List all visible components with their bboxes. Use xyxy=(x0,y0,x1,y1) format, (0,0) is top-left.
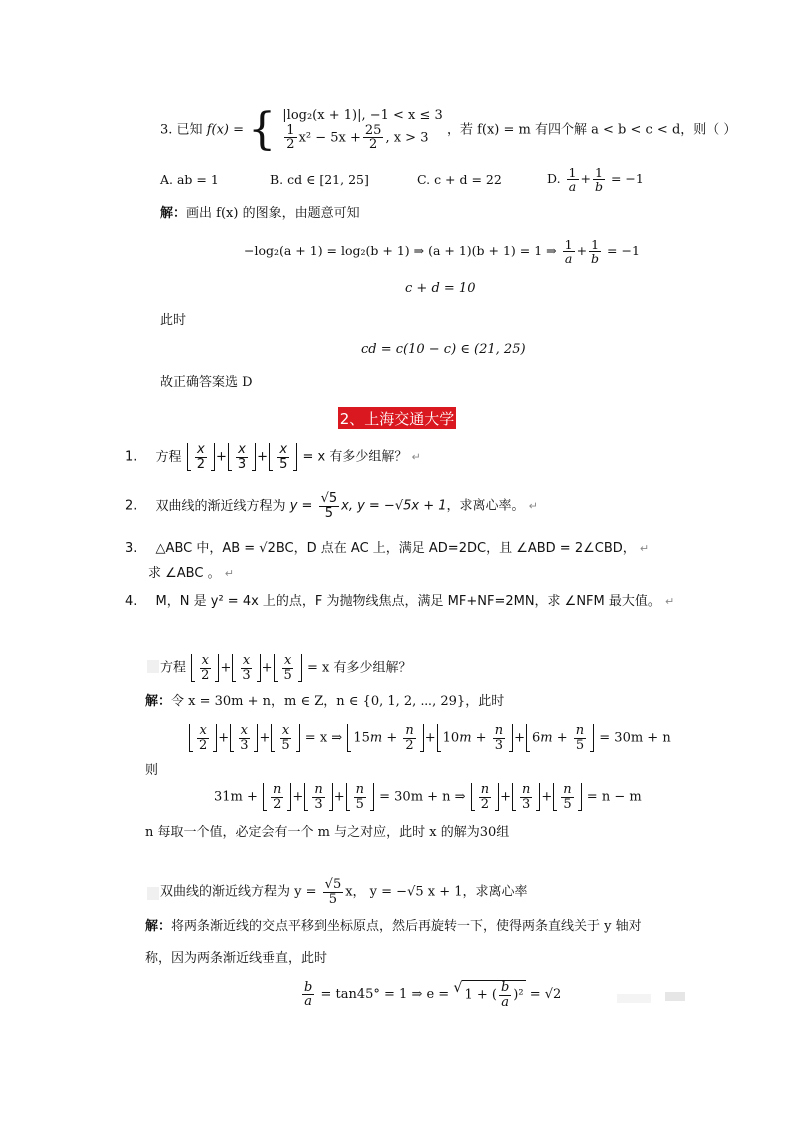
frac-den: b xyxy=(594,179,603,195)
frac-den: 2 xyxy=(286,137,295,153)
q1-num: 1. xyxy=(125,449,138,465)
p3-question xyxy=(160,104,737,155)
s1-eq2-mid: = 30m + n ⇒ xyxy=(379,789,466,805)
p3-solution xyxy=(160,206,360,222)
q3 xyxy=(125,541,649,557)
q2: 2. 双曲线的渐近线方程为 y = $\frac{√5}{5}$ x, y = −√5x + 1，求离心率。 ↵ xyxy=(125,491,538,521)
opt-d-post: = −1 xyxy=(610,171,644,187)
eq1-post: = −1 xyxy=(607,243,640,259)
q3-line1: △ABC 中，AB = √2BC，D 点在 AC 上，满足 AD=2DC，且 ∠ABD = 2∠CBD， xyxy=(155,541,636,556)
q2-mid: x, y = −√5x + 1 xyxy=(341,498,447,514)
floor-x5: $\frac{x}{5}$ xyxy=(269,443,297,471)
s2-title-pre: 双曲线的渐近线方程为 y = xyxy=(160,884,317,900)
frac-num: √5 xyxy=(320,491,338,506)
s1-eq2-pre: 31m + xyxy=(214,789,258,805)
s1-ze: 则 xyxy=(145,763,159,778)
p3-case1: |log₂(x + 1)|, −1 < x ≤ 3 xyxy=(282,108,443,124)
floor-x2: $\frac{x}{2}$ xyxy=(187,443,215,471)
s2-title-post: x， y = −√5 x + 1，求离心率 xyxy=(345,884,528,900)
frac-num: 1 xyxy=(595,165,603,180)
p3-cishi: 此时 xyxy=(160,313,187,328)
s1-eq2-post: = n − m xyxy=(586,789,642,805)
q4 xyxy=(125,594,674,610)
frac-den: b xyxy=(591,251,600,267)
return-icon: ↵ xyxy=(411,450,421,464)
return-icon: ↵ xyxy=(224,567,234,580)
frac-num: 1 xyxy=(286,122,295,138)
s1-title-post: = x 有多少组解？ xyxy=(306,660,412,676)
q2-pre: 双曲线的渐近线方程为 xyxy=(155,498,286,514)
s2-solution-line1 xyxy=(145,919,642,935)
frac-num: 1 xyxy=(568,165,577,180)
frac-num: 1 xyxy=(564,237,573,252)
p3-suffix: ，若 f(x) = m 有四个解 a < b < c < d，则（ ） xyxy=(446,122,737,138)
sqrt: √ 1 + ( $\frac{b}{a}$ )² xyxy=(453,980,524,1010)
s2-eq-post: = √2 xyxy=(529,987,562,1003)
p3-opt-b: B. cd ∈ [21, 25] xyxy=(270,172,369,187)
opt-d-label: D. xyxy=(547,171,561,187)
p3-prefix: 3. 已知 xyxy=(160,122,203,138)
frac xyxy=(363,124,384,152)
eq1-pre: −log₂(a + 1) = log₂(b + 1) ⇒ (a + 1)(b + 1) = 1 ⇒ xyxy=(244,243,557,259)
s1-eq1-mid: = x ⇒ xyxy=(304,730,343,746)
section-banner: 2、上海交通大学 xyxy=(338,407,456,429)
p3-eq3: cd = c(10 − c) ∈ (21, 25) xyxy=(361,342,526,357)
s1-conclusion: n 每取一个值，必定会有一个 m 与之对应，此时 x 的解为30组 xyxy=(145,825,510,840)
frac-den: 5 xyxy=(328,891,338,907)
sol-text: 画出 f(x) 的图象，由题意可知 xyxy=(186,206,360,221)
floor-x3: $\frac{x}{3}$ xyxy=(228,443,256,471)
sol-label: 解： xyxy=(145,694,172,709)
return-icon: ↵ xyxy=(528,499,538,513)
s1-eq1: $\frac{x}{2}$ + $\frac{x}{3}$ + $\frac{x}{5}$ = x ⇒ 15m + $\frac{n}{2}$ + 10m + $\frac{n}{3}$ + 6m + $\frac{n}{5}$ = 30m + n xyxy=(188,724,671,752)
frac-den: a xyxy=(564,251,573,267)
p3-fx: f(x) = xyxy=(206,122,244,138)
frac xyxy=(567,166,579,193)
s2-title xyxy=(160,878,528,906)
q3-line2: 求 ∠ABC 。 xyxy=(148,566,221,581)
s1-eq2: 31m + $\frac{n}{2}$ + $\frac{n}{3}$ + $\frac{n}{5}$ = 30m + n ⇒ $\frac{n}{2}$ + $\frac{n}{3}$ + $\frac{n}{5}$ = n − m xyxy=(214,782,642,812)
frac xyxy=(563,238,575,265)
frac xyxy=(323,878,344,906)
grey-mark xyxy=(147,660,159,673)
frac-den: a xyxy=(304,994,313,1010)
return-icon: ↵ xyxy=(639,542,650,555)
frac-num: 25 xyxy=(364,122,382,138)
p3-opt-c: C. c + d = 22 xyxy=(417,172,502,187)
sol-label: 解： xyxy=(145,919,172,934)
grey-mark xyxy=(147,887,159,900)
s1-title-pre: 方程 xyxy=(160,660,187,676)
frac-den: a xyxy=(568,179,577,195)
q3-cont xyxy=(148,566,234,582)
frac xyxy=(302,981,314,1009)
frac xyxy=(589,238,601,265)
s1-eq1-post: = 30m + n xyxy=(599,730,671,746)
p3-case2 xyxy=(282,124,443,152)
s1-solution xyxy=(145,694,504,710)
frac-num: 1 xyxy=(591,237,600,252)
p3-opt-a: A. ab = 1 xyxy=(160,172,219,187)
s2-line1: 将两条渐近线的交点平移到坐标原点，然后再旋转一下，使得两条直线关于 y 轴对 xyxy=(171,919,642,934)
frac-num: √5 xyxy=(324,877,342,892)
s2-eq-mid: = tan45° = 1 ⇒ e = xyxy=(320,987,450,1003)
grey-mark xyxy=(665,992,685,1001)
p3-cases xyxy=(282,108,443,152)
frac xyxy=(593,166,605,193)
p3-answer: 故正确答案选 D xyxy=(160,375,253,390)
q4-num: 4. xyxy=(125,594,138,609)
q3-num: 3. xyxy=(125,541,138,556)
p3-eq1: −log₂(a + 1) = log₂(b + 1) ⇒ (a + 1)(b + 1) = 1 ⇒ $\frac{1}{a}$ + $\frac{1}{b}$ = −1 xyxy=(244,237,640,267)
p3-case2-end: , x > 3 xyxy=(385,130,429,146)
s2-solution-line2: 称，因为两条渐近线垂直，此时 xyxy=(145,951,328,966)
p3-opt-d: D. $\frac{1}{a}$ + $\frac{1}{b}$ = −1 xyxy=(547,165,644,195)
sol-label: 解： xyxy=(160,206,187,221)
q1: 1. 方程 $\frac{x}{2}$ + $\frac{x}{3}$ + $\frac{x}{5}$ = x 有多少组解？ ↵ xyxy=(125,442,421,472)
s1-title: 方程 $\frac{x}{2}$ + $\frac{x}{3}$ + $\frac{x}{5}$ = x 有多少组解？ xyxy=(160,653,412,683)
p3-eq2: c + d = 10 xyxy=(405,281,476,296)
p3-case2-tail: x² − 5x + xyxy=(298,130,361,146)
sol-text: 令 x = 30m + n，m ∈ Z，n ∈ {0, 1, 2, ⋯, 29}，此时 xyxy=(171,694,505,709)
q2-post: ，求离心率。 xyxy=(446,498,525,514)
s2-eq xyxy=(300,980,561,1009)
frac-num: b xyxy=(304,979,313,995)
frac-den: 5 xyxy=(324,505,333,521)
q2-num: 2. xyxy=(125,498,138,514)
q1-post: = x 有多少组解？ xyxy=(302,449,408,465)
frac-den: 2 xyxy=(369,137,378,153)
q4-text: M，N 是 y² = 4x 上的点，F 为抛物线焦点，满足 MF+NF=2MN，求 ∠NFM 最大值。 xyxy=(155,594,661,609)
frac xyxy=(284,124,296,152)
q1-pre: 方程 xyxy=(155,449,182,465)
return-icon: ↵ xyxy=(665,595,675,608)
brace-icon: { xyxy=(248,104,277,155)
frac xyxy=(319,492,340,520)
grey-mark xyxy=(617,994,651,1003)
